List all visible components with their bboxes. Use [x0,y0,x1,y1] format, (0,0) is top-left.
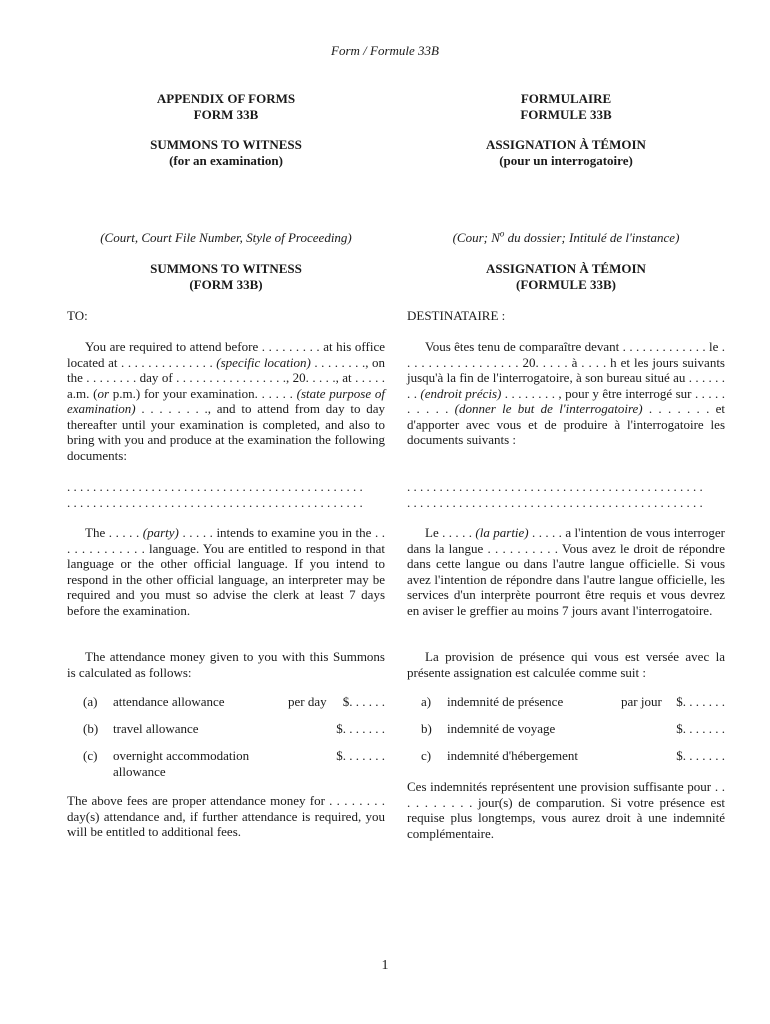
left-summons-title: SUMMONS TO WITNESS [150,137,302,152]
fee-description: overnight accommodation allowance [113,748,250,779]
right-fee-row-c [407,748,725,764]
right-summons-heading-2 [407,261,725,292]
left-fee-row-c [67,748,385,780]
left-fee-row-a [67,694,385,710]
left-appendix-title: APPENDIX OF FORMS [156,91,296,106]
text-run-italic: (endroit précis) [420,385,502,401]
text-run: Le . . . . . [425,525,476,540]
fee-description: attendance allowance [113,694,225,709]
left-paragraph-language [67,525,385,618]
right-summons-heading [407,137,725,168]
right-fee-row-b [407,721,725,737]
left-court-line: (Court, Court File Number, Style of Proceeding) [100,230,352,245]
left-paragraph-additional-fees: The above fees are proper attendance money for . . . . . . . . day(s) attendance and, if further attendance is required, you will be entitled to additional fees. [67,793,385,839]
fee-label: a) [421,694,432,709]
right-summons-title: ASSIGNATION À TÉMOIN [486,137,646,152]
left-paragraph-attendance-money: The attendance money given to you with this Summons is calculated as follows: [67,649,385,680]
left-to-label: TO: [67,308,88,323]
left-document-blank-line-1: . . . . . . . . . . . . . . . . . . . . . . . . . . . . . . . . . . . . . . . . . . . . . . [67,479,363,494]
right-paragraph-additional-fees: Ces indemnités représentent une provision suffisante pour . . . . . . . . . . jour(s) de comparution. Si votre présence est requise plus longtemps, vous aurez droit à une indemnité complémentaire. [407,779,725,841]
fee-amount-blank: $. . . . . . . [676,748,725,763]
fee-unit: par jour [621,694,662,709]
right-document-blank-line-1: . . . . . . . . . . . . . . . . . . . . . . . . . . . . . . . . . . . . . . . . . . . . . . [407,479,703,494]
fee-label: (c) [83,748,98,763]
right-paragraph-attendance-money: La provision de présence qui vous est versée avec la présente assignation est calculée comme suit : [407,649,725,680]
text-run: You are required to attend before . . . . . . . . . at his office located at . . . . . . . . . . . . . . [67,339,385,370]
text-run-italic: (state purpose of examination) [67,385,385,416]
fee-amount-blank: $. . . . . . . [676,721,725,736]
right-to-label: DESTINATAIRE : [407,308,506,323]
fee-amount-blank: $. . . . . . . [676,694,725,709]
left-paragraph-attendance [67,339,385,463]
fee-description: indemnité de présence [447,694,564,709]
left-summons-heading [67,137,385,168]
left-summons-heading-2 [67,261,385,292]
text-run-italic: (specific location) [216,354,311,370]
right-summons-subtitle: (pour un interrogatoire) [499,152,633,168]
text-run: . . . . . . . ., and to attend from day to day thereafter until your examination is completed, and also to bring with you and produce at the examination the following documents: [67,401,385,463]
fee-label: (a) [83,694,98,709]
fee-description: travel allowance [113,721,199,736]
text-run-italic: (la partie) [475,525,529,540]
right-form-number: FORMULE 33B [520,106,612,122]
text-run: . . . . . . . ., on the . . . . . . . . day of . . . . . . . . . . . . . . . . ., 20. . . . ., at . . . . . a.m. ( [67,354,386,401]
text-run-italic: or [97,385,110,401]
right-fee-list [407,694,725,774]
left-form-number: FORM 33B [193,106,259,122]
left-document-blank-line-2: . . . . . . . . . . . . . . . . . . . . . . . . . . . . . . . . . . . . . . . . . . . . . . [67,495,363,510]
text-run-italic: (donner le but de l'interrogatoire) [454,401,643,416]
fee-description: indemnité de voyage [447,721,556,736]
right-summons-title-2: ASSIGNATION À TÉMOIN [486,261,646,276]
left-form-number-2: (FORM 33B) [189,276,263,292]
text-run: p.m.) for your examination. . . . . . [109,385,297,401]
text-run: . . . . . intends to examine you in the . . . . . . . . . . . . . language. You are entitled to respond in that language or the other official language. If you intend to respond in the other official language, an interpreter may be required and you must so advise the clerk at least 7 days before the examination. [67,525,385,618]
text-run: Vous êtes tenu de comparaître devant . . . . . . . . . . . . . le . . . . . . . . . . . . . . . . . 20. . . . . à . . . . h et les jours suivants jusqu'à la fin de l'interrogatoire, à son bureau situé au . . . . . . . . [407,339,725,401]
text-run: . . . . . . . et d'apporter avec vous et de produire à l'interrogatoire les documents suivants : [407,401,725,447]
left-summons-title-2: SUMMONS TO WITNESS [150,261,302,276]
fee-label: (b) [83,721,99,736]
text-run: . . . . . a l'intention de vous interroger dans la langue . . . . . . . . . . Vous avez le droit de répondre dans cette langue ou dans l'autre langue officielle. Si vous avez l'intention de répondre dans l'autre langue officielle, les services d'un interprète pourront être requis et vous devrez en aviser le greffier au moins 7 jours avant l'interrogatoire. [407,525,725,618]
running-header: Form / Formule 33B [331,43,439,58]
superscript-o: o [499,228,505,239]
fee-amount-blank: $. . . . . . [342,694,385,709]
fee-description: indemnité d'hébergement [447,748,578,763]
fee-amount-blank: $. . . . . . . [336,721,385,736]
fee-unit: per day [288,694,327,709]
right-appendix-title: FORMULAIRE [520,91,612,106]
fee-amount-blank: $. . . . . . . [336,748,385,763]
fee-label: c) [421,748,432,763]
left-form-heading [67,91,385,122]
right-court-line [407,230,725,246]
left-summons-subtitle: (for an examination) [169,152,283,168]
right-fee-row-a [407,694,725,710]
fee-label: b) [421,721,432,736]
right-document-blank-line-2: . . . . . . . . . . . . . . . . . . . . . . . . . . . . . . . . . . . . . . . . . . . . . . [407,495,703,510]
left-fee-list [67,694,385,784]
text-run: The . . . . . [85,525,143,540]
text-run: . . . . . . . . , pour y être interrogé sur . . . . . . . . . . [407,385,726,416]
right-form-heading [407,91,725,122]
right-paragraph-attendance [407,339,725,448]
text-run: (Cour; N [452,230,500,245]
text-run-italic: (party) [142,525,179,540]
text-run: du dossier; Intitulé de l'instance) [504,230,680,245]
left-fee-row-b [67,721,385,737]
page-number: 1 [381,958,389,973]
right-form-number-2: (FORMULE 33B) [515,276,617,292]
right-paragraph-language [407,525,725,618]
